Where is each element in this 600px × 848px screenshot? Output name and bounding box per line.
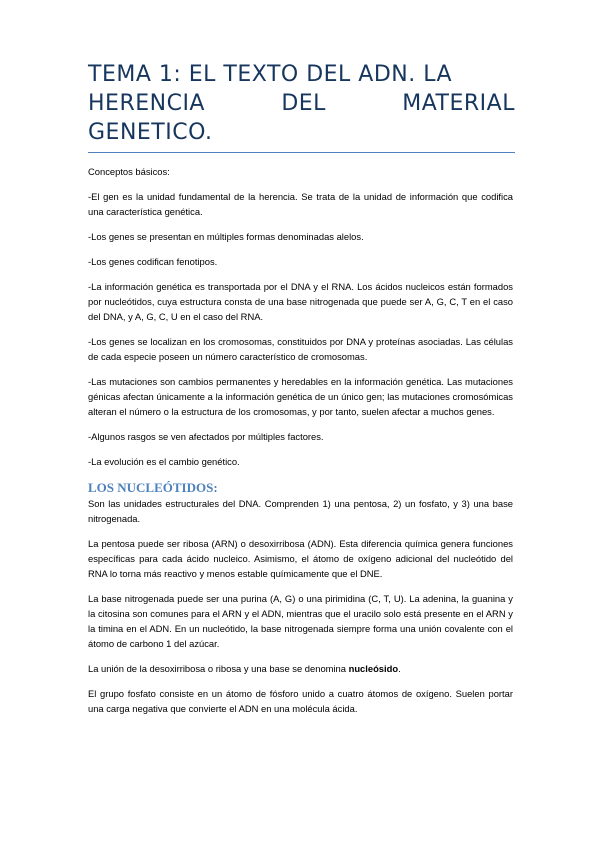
concept-mutaciones: -Las mutaciones son cambios permanentes y heredables en la información genética. Las mutaciones génicas afectan únicamente a la información genética de un único gen; las mutaciones cromosómicas alteran el número o la estructura de los cromosomas, y por tanto, suelen afectar a muchos genes. [88, 376, 513, 417]
concept-cromosomas: -Los genes se localizan en los cromosomas, constituidos por DNA y proteínas asociadas. Las células de cada especie poseen un número característico de cromosomas. [88, 336, 513, 362]
title-line-3: GENETICO. [88, 120, 213, 145]
document-body [88, 164, 513, 726]
concept-alelos: -Los genes se presentan en múltiples formas denominadas alelos. [88, 231, 364, 242]
title-word-herencia: HERENCIA [88, 91, 205, 116]
title-line-1: TEMA 1: EL TEXTO DEL ADN. LA [88, 62, 453, 87]
nucleosido-term: nucleósido [348, 663, 399, 674]
nucleotidos-paragraph-1: Son las unidades estructurales del DNA. Comprenden 1) una pentosa, 2) un fosfato, y 3) una base nitrogenada. [88, 498, 513, 524]
concept-rasgos: -Algunos rasgos se ven afectados por múltiples factores. [88, 431, 324, 442]
title-line-2 [88, 89, 515, 118]
title-word-material: MATERIAL [402, 91, 515, 116]
nucleosido-text-suffix: . [398, 663, 401, 674]
title-word-del: DEL [281, 91, 326, 116]
document-title [88, 60, 515, 147]
nucleotidos-paragraph-base: La base nitrogenada puede ser una purina (A, G) o una pirimidina (C, T, U). La adenina, la guanina y la citosina son comunes para el ARN y el ADN, mientras que el uracilo solo está presente en el ARN y la timina en el ADN. En un nucleótido, la base nitrogenada siempre forma una unión covalente con el átomo de carbono 1 del azúcar. [88, 593, 513, 649]
nucleotidos-paragraph-nucleosido [88, 661, 513, 676]
concept-evolucion: -La evolución es el cambio genético. [88, 456, 240, 467]
nucleotidos-paragraph-pentosa: La pentosa puede ser ribosa (ARN) o desoxirribosa (ADN). Esta diferencia química genera funciones específicas para cada ácido nucleico. Asimismo, el átomo de oxígeno adicional del nucleótido del RNA lo torna más reactivo y menos estable químicamente que el DNE. [88, 538, 513, 579]
concept-gen: -El gen es la unidad fundamental de la herencia. Se trata de la unidad de información que codifica una característica genética. [88, 191, 513, 217]
section-heading-nucleotidos: LOS NUCLEÓTIDOS: [88, 480, 218, 495]
nucleosido-text-prefix: La unión de la desoxirribosa o ribosa y una base se denomina [88, 663, 349, 674]
concept-fenotipos: -Los genes codifican fenotipos. [88, 256, 218, 267]
title-divider [88, 152, 515, 153]
nucleotidos-paragraph-fosfato: El grupo fosfato consiste en un átomo de fósforo unido a cuatro átomos de oxígeno. Suelen portar una carga negativa que convierte el ADN en una molécula ácida. [88, 688, 513, 714]
concept-informacion-genetica: -La información genética es transportada por el DNA y el RNA. Los ácidos nucleicos están formados por nucleótidos, cuya estructura consta de una base nitrogenada que puede ser A, G, C, T en el caso del DNA, y A, G, C, U en el caso del RNA. [88, 281, 513, 322]
intro-label: Conceptos básicos: [88, 166, 170, 177]
